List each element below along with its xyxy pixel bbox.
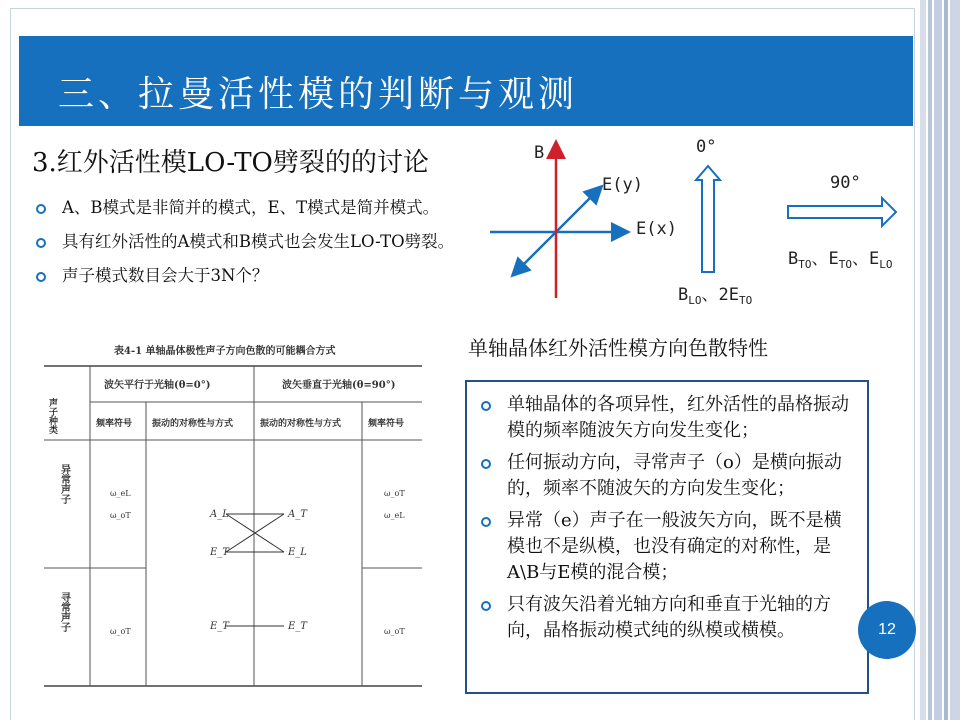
bullet-icon xyxy=(481,517,491,527)
left-bullet-list xyxy=(36,196,484,298)
bullet-icon xyxy=(36,204,46,214)
axis-ex-label: E(x) xyxy=(636,219,677,239)
list-item: 具有红外活性的A模式和B模式也会发生LO-TO劈裂。 xyxy=(36,230,484,254)
angle-0-label: 0° xyxy=(696,137,717,157)
svg-text:A_T: A_T xyxy=(288,509,307,520)
svg-text:ω_oT: ω_oT xyxy=(110,511,131,520)
label-90: $B_{TO}$、$E_{TO}$、$E_{LO}$ xyxy=(788,249,893,271)
svg-text:ω_eL: ω_eL xyxy=(384,511,405,520)
svg-text:E_T: E_T xyxy=(210,547,229,558)
svg-text:E_T: E_T xyxy=(210,621,229,632)
bullet-icon xyxy=(36,238,46,248)
bullet-icon xyxy=(481,601,491,611)
bullet-icon xyxy=(481,459,491,469)
frame-line xyxy=(914,8,915,720)
frame-line xyxy=(10,8,914,9)
list-item: 声子模式数目会大于3N个？ xyxy=(36,264,484,288)
page-number-badge: 12 xyxy=(858,601,916,659)
bullet-icon xyxy=(36,272,46,282)
right-caption: 单轴晶体红外活性模方向色散特性 xyxy=(468,336,768,360)
slide-title: 三、拉曼活性模的判断与观测 xyxy=(58,74,579,115)
arrow-0-icon xyxy=(696,166,720,272)
list-item: 异常（e）声子在一般波矢方向，既不是横模也不是纵模，也没有确定的对称性，是A\B与E模的混合模； xyxy=(477,508,859,586)
axis-b-label: B xyxy=(534,143,545,163)
svg-text:ω_oT: ω_oT xyxy=(384,489,405,498)
list-item: 单轴晶体的各项异性，红外活性的晶格振动模的频率随波矢方向发生变化； xyxy=(477,392,859,444)
svg-text:ω_eL: ω_eL xyxy=(110,489,131,498)
svg-text:振动的对称性与方式: 振动的对称性与方式 xyxy=(152,419,234,429)
angle-90-label: 90° xyxy=(830,173,861,193)
coupling-table xyxy=(44,342,422,690)
svg-text:频率符号: 频率符号 xyxy=(96,419,133,429)
axis-ey xyxy=(556,188,600,232)
notes-box xyxy=(465,380,869,694)
axis-ey-label: E(y) xyxy=(602,175,643,195)
bullet-icon xyxy=(481,401,491,411)
list-item: 只有波矢沿着光轴方向和垂直于光轴的方向，晶格振动模式纯的纵模或横模。 xyxy=(477,592,859,644)
row-1-label: 异常声子 xyxy=(58,464,70,504)
axis-diagram xyxy=(486,136,926,316)
svg-text:E_T: E_T xyxy=(288,621,307,632)
section-subtitle: 3.红外活性模LO-TO劈裂的的讨论 xyxy=(32,148,429,178)
svg-text:ω_oT: ω_oT xyxy=(110,627,131,636)
row-2-label: 寻常声子 xyxy=(58,592,70,632)
list-item: 任何振动方向，寻常声子（o）是横向振动的，频率不随波矢的方向发生变化； xyxy=(477,450,859,502)
decorative-stripes xyxy=(918,0,960,720)
list-item: A、B模式是非简并的模式，E、T模式是简并模式。 xyxy=(36,196,484,220)
col-group-2: 波矢垂直于光轴(θ=90°) xyxy=(282,380,396,391)
frame-line xyxy=(10,8,11,720)
svg-text:频率符号: 频率符号 xyxy=(368,419,405,429)
svg-text:E_L: E_L xyxy=(288,547,307,558)
table-caption: 表4-1 单轴晶体极性声子方向色散的可能耦合方式 xyxy=(114,346,336,357)
row-header: 声子种类 xyxy=(47,398,57,434)
col-group-1: 波矢平行于光轴(θ=0°) xyxy=(104,380,211,391)
axis-ey-neg xyxy=(514,232,556,274)
svg-text:振动的对称性与方式: 振动的对称性与方式 xyxy=(260,419,342,429)
arrow-90-icon xyxy=(788,198,896,226)
svg-text:ω_oT: ω_oT xyxy=(384,627,405,636)
svg-text:A_L: A_L xyxy=(210,509,229,520)
label-0: $B_{LO}$、$2E_{TO}$ xyxy=(678,285,753,307)
box-bullet-list xyxy=(477,392,859,650)
